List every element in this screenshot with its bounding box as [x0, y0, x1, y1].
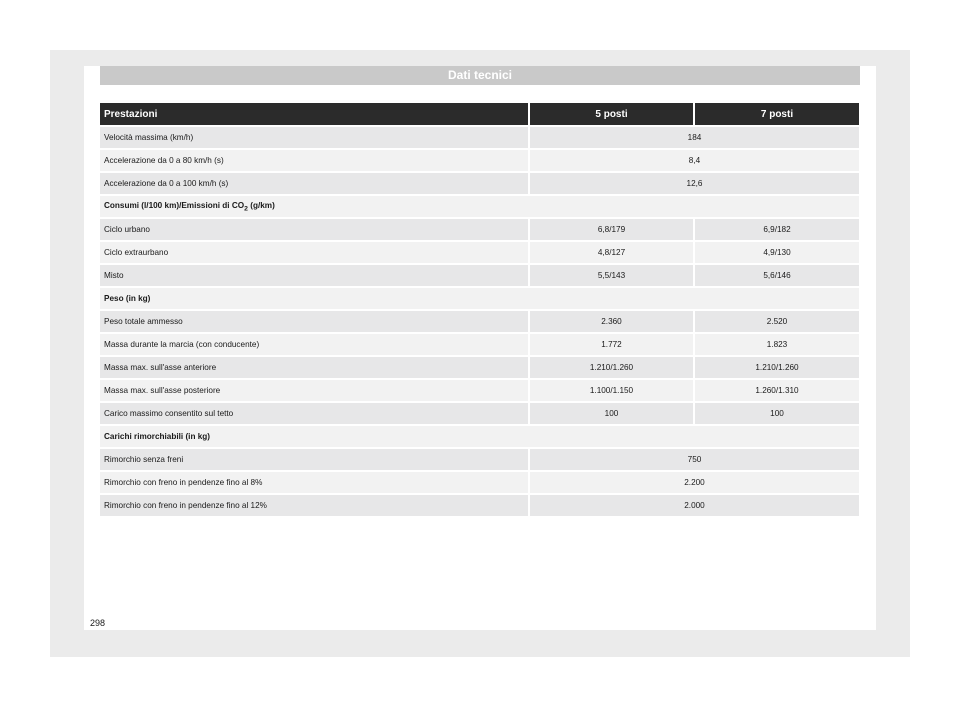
value-5-posti: 2.360 [528, 311, 693, 332]
table-row [100, 219, 859, 240]
table-row [100, 334, 859, 355]
value-7-posti: 1.823 [693, 334, 859, 355]
row-value: 2.200 [528, 472, 859, 493]
row-label: Rimorchio con freno in pendenze fino al 12% [100, 495, 528, 516]
row-label: Peso totale ammesso [100, 311, 528, 332]
row-label: Rimorchio con freno in pendenze fino al 8% [100, 472, 528, 493]
section-heading-subscript: 2 [244, 205, 248, 213]
value-5-posti: 1.210/1.260 [528, 357, 693, 378]
table-row [100, 449, 859, 470]
value-5-posti: 100 [528, 403, 693, 424]
row-label: Massa max. sull'asse anteriore [100, 357, 528, 378]
section-heading [100, 196, 859, 217]
table-header-row [100, 103, 859, 125]
row-value: 2.000 [528, 495, 859, 516]
row-label: Accelerazione da 0 a 100 km/h (s) [100, 173, 528, 194]
table-row [100, 380, 859, 401]
section-row [100, 196, 859, 217]
row-value: 12,6 [528, 173, 859, 194]
page-number: 298 [90, 618, 106, 628]
value-5-posti: 4,8/127 [528, 242, 693, 263]
section-heading: Carichi rimorchiabili (in kg) [100, 426, 859, 447]
value-5-posti: 5,5/143 [528, 265, 693, 286]
row-label: Accelerazione da 0 a 80 km/h (s) [100, 150, 528, 171]
table-row [100, 265, 859, 286]
section-row [100, 426, 859, 447]
row-label: Carico massimo consentito sul tetto [100, 403, 528, 424]
table-row [100, 127, 859, 148]
value-5-posti: 1.772 [528, 334, 693, 355]
value-7-posti: 6,9/182 [693, 219, 859, 240]
section-title: Dati tecnici [100, 66, 860, 85]
row-label: Massa durante la marcia (con conducente) [100, 334, 528, 355]
table-row [100, 150, 859, 171]
value-5-posti: 1.100/1.150 [528, 380, 693, 401]
table-row [100, 472, 859, 493]
value-5-posti: 6,8/179 [528, 219, 693, 240]
row-value: 184 [528, 127, 859, 148]
value-7-posti: 2.520 [693, 311, 859, 332]
value-7-posti: 1.260/1.310 [693, 380, 859, 401]
column-header: 7 posti [693, 103, 859, 125]
section-heading-unit: (g/km) [247, 200, 275, 210]
row-label: Misto [100, 265, 528, 286]
row-label: Massa max. sull'asse posteriore [100, 380, 528, 401]
table-row [100, 403, 859, 424]
column-header: Prestazioni [100, 103, 528, 125]
value-7-posti: 4,9/130 [693, 242, 859, 263]
section-heading: Peso (in kg) [100, 288, 859, 309]
section-heading-text: Consumi (l/100 km)/Emissioni di CO [104, 200, 245, 210]
table-row [100, 173, 859, 194]
row-value: 750 [528, 449, 859, 470]
row-label: Velocità massima (km/h) [100, 127, 528, 148]
column-header: 5 posti [528, 103, 693, 125]
table-row [100, 357, 859, 378]
row-value: 8,4 [528, 150, 859, 171]
row-label: Ciclo extraurbano [100, 242, 528, 263]
table-row [100, 495, 859, 516]
value-7-posti: 5,6/146 [693, 265, 859, 286]
technical-data-table [100, 101, 859, 518]
section-row [100, 288, 859, 309]
table-row [100, 311, 859, 332]
value-7-posti: 100 [693, 403, 859, 424]
value-7-posti: 1.210/1.260 [693, 357, 859, 378]
table-row [100, 242, 859, 263]
row-label: Rimorchio senza freni [100, 449, 528, 470]
row-label: Ciclo urbano [100, 219, 528, 240]
